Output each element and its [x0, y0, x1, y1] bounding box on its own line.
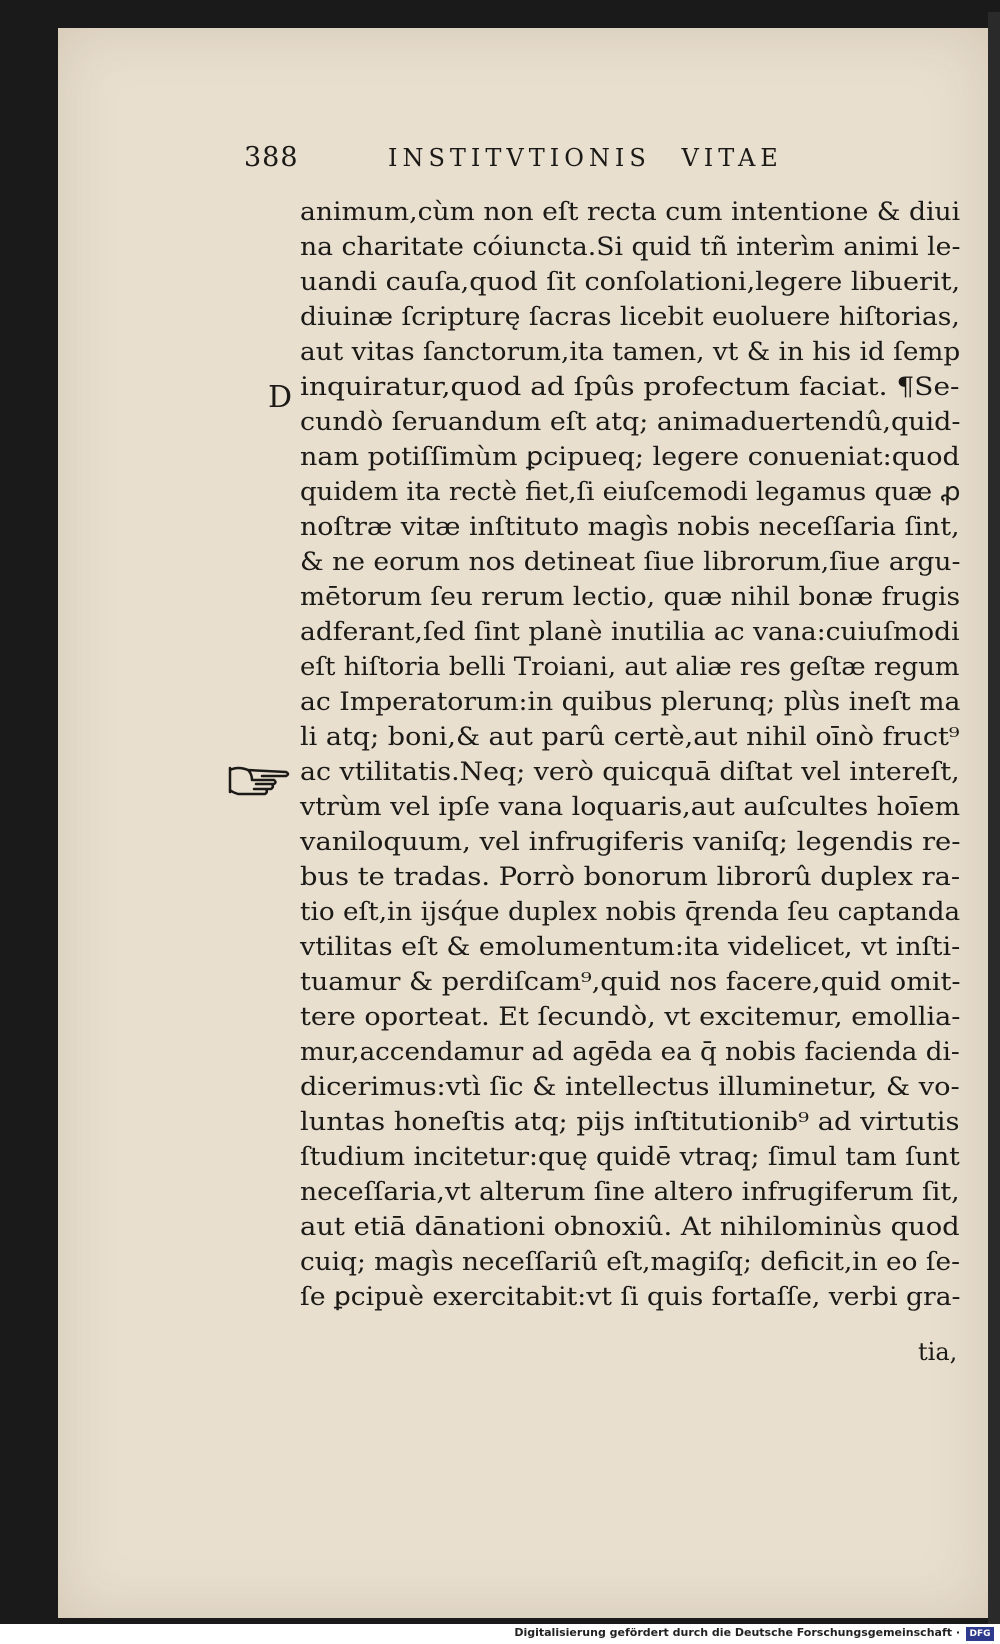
text-line: uandi cauſa,quod ſit conſolationi,legere libuerit, [300, 267, 961, 296]
text-line: animum,cùm non eſt recta cum intentione & diui [300, 197, 961, 226]
text-line: ſe ꝑcipuè exercitabit:vt ſi quis fortaſſe, verbi gra- [300, 1282, 961, 1311]
pointing-hand-icon [228, 762, 292, 798]
text-line: eſt hiſtoria belli Troiani, aut aliæ res geſtæ regum [300, 652, 960, 681]
text-line: inquiratur,quod ad ſpûs profectum faciat. ¶Se- [300, 372, 960, 401]
text-line: ſtudium incitetur:quę quidē vtraq; ſimul tam ſunt [300, 1142, 960, 1171]
text-line: noſtræ vitæ inſtituto magìs nobis neceſſaria ſint, [300, 512, 960, 541]
text-line: dicerimus:vtì ſic & intellectus illuminetur, & vo- [300, 1072, 960, 1101]
text-line: ac vtilitatis.Neq; verò quicquā diſtat vel intereſt, [300, 757, 960, 786]
text-line: aut etiā dānationi obnoxiû. At nihilominùs quod [300, 1212, 960, 1241]
text-line: bus te tradas. Porrò bonorum librorû duplex ra- [300, 862, 961, 891]
text-line: na charitate cóiuncta.Si quid tñ interìm animi le- [300, 232, 961, 261]
margin-letter: D [268, 380, 293, 415]
body-text [300, 194, 970, 1314]
text-line: & ne eorum nos detineat ſiue librorum,ſiue argu- [300, 547, 961, 576]
text-line: vtrùm vel ipſe vana loquaris,aut auſcultes hoīem [300, 792, 961, 821]
text-line: cuiq; magìs neceſſariû eſt,magiſq; deficit,in eo ſe- [300, 1247, 961, 1276]
text-line: vtilitas eſt & emolumentum:ita videlicet, vt inſti- [300, 932, 961, 961]
page-header [0, 142, 1000, 182]
text-line: nam potiſſimùm ꝑcipueq; legere conueniat:quod [300, 442, 960, 471]
text-line: neceſſaria,vt alterum ſine altero infrugiferum ſit, [300, 1177, 960, 1206]
text-line: ac Imperatorum:in quibus plerunq; plùs ineſt ma [300, 687, 961, 716]
dfg-logo: DFG [966, 1627, 994, 1641]
text-line: diuinæ ſcripturę ſacras licebit euoluere hiſtorias, [300, 302, 960, 331]
text-line: tio eſt,in ijsq́ue duplex nobis q̄renda ſeu captanda [300, 897, 961, 926]
footer-credit: Digitalisierung gefördert durch die Deutsche Forschungsgemeinschaft · [514, 1626, 960, 1639]
text-line: mētorum ſeu rerum lectio, quæ nihil bonæ frugis [300, 582, 961, 611]
text-line: vaniloquum, vel infrugiferis vaniſq; legendis re- [300, 827, 961, 856]
text-line: tuamur & perdiſcam⁹,quid nos facere,quid omit- [300, 967, 961, 996]
text-line: tere oporteat. Et ſecundò, vt excitemur, emollia- [300, 1002, 961, 1031]
text-line: quidem ita rectè fiet,ſi eiuſcemodi legamus quæ ꝓ [300, 477, 961, 506]
running-title: INSTITVTIONIS VITAE [388, 144, 783, 172]
footer-bar [0, 1624, 1000, 1644]
text-line: aut vitas ſanctorum,ita tamen, vt & in his id ſemp [300, 337, 961, 366]
text-line: luntas honeſtis atq; pijs inſtitutionib⁹ ad virtutis [300, 1107, 960, 1136]
page-number: 388 [244, 142, 299, 173]
text-line: cundò ſeruandum eſt atq; animaduertendû,quid- [300, 407, 961, 436]
text-line: li atq; boni,& aut parû certè,aut nihil oīnò fruct⁹ [300, 722, 960, 751]
text-line: adferant,ſed ſint planè inutilia ac vana:cuiuſmodi [300, 617, 960, 646]
catchword: tia, [918, 1338, 958, 1366]
text-line: mur,accendamur ad agēda ea q̄ nobis facienda di- [300, 1037, 960, 1066]
